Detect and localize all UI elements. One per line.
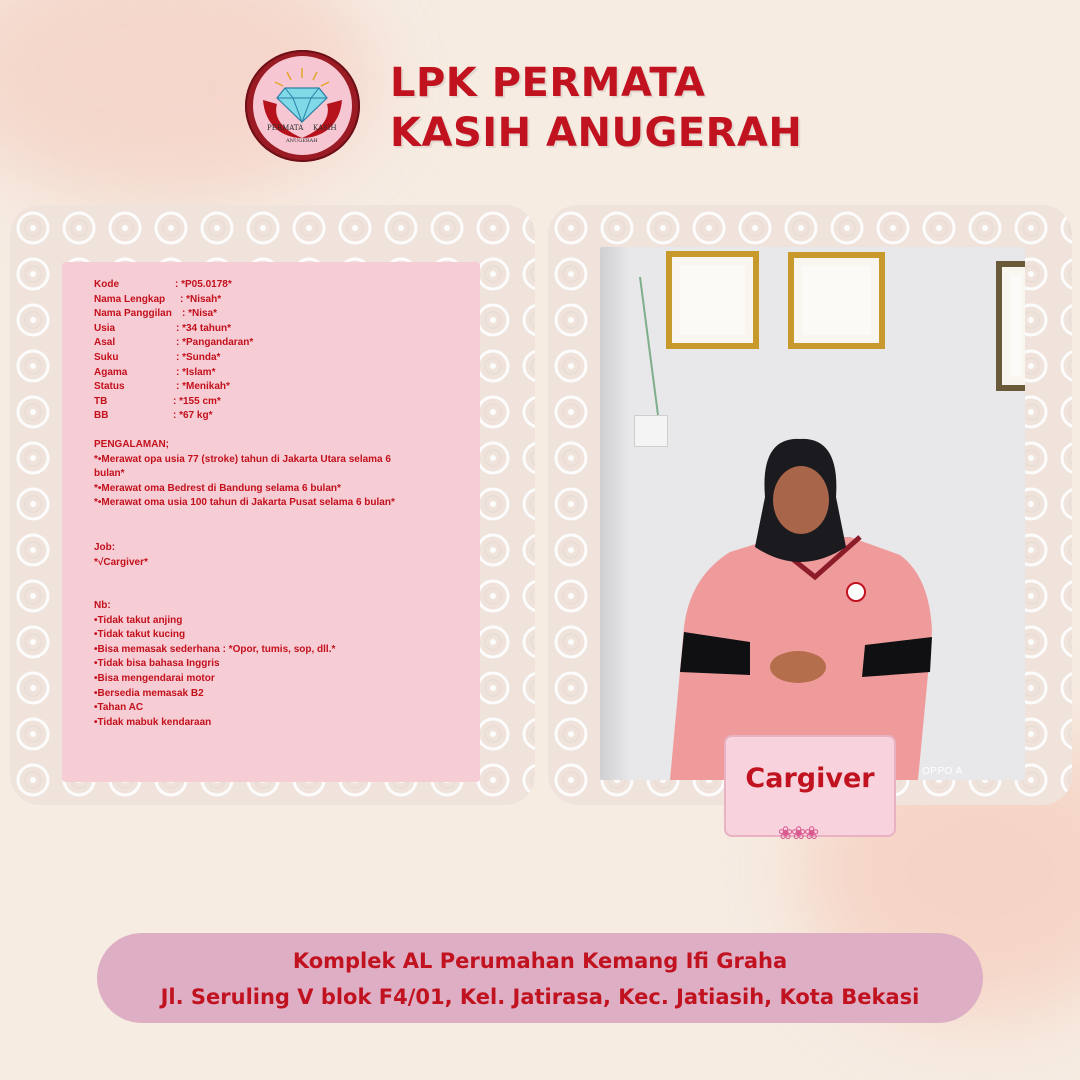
job-value: *√Cargiver* [94,556,148,568]
logo-emblem [253,56,352,155]
role-badge-label: Cargiver [745,763,875,794]
field-value-kode: : *P05.0178* [175,279,232,290]
notes-heading: Nb: [94,600,111,611]
brand-title-line2: KASIH ANUGERAH [390,110,803,156]
profile-panel [62,262,480,782]
note-item: •Tidak takut kucing [94,629,186,641]
address-line-1: Komplek AL Perumahan Kemang Ifi Graha [292,949,788,973]
brand-title [390,58,802,158]
note-item: •Tidak mabuk kendaraan [94,716,212,728]
caregiver-photo [600,247,1025,780]
experience-item: *•Merawat oma usia 100 tahun di Jakarta Pusat selama 6 bulan* [94,497,395,509]
lpk-logo [245,50,360,162]
field-label-nama-panggilan: Nama Panggilan [94,308,172,320]
caregiver-person [600,247,1025,780]
address-bar [97,933,983,1023]
header [245,50,805,165]
note-item: •Bersedia memasak B2 [94,687,204,699]
experience-item: *•Merawat opa usia 77 (stroke) tahun di Jakarta Utara selama 6 [94,453,391,465]
flower-icon: ❀❀❀ [778,823,818,843]
field-label-kode: Kode [94,279,119,290]
job-heading: Job: [94,542,116,553]
experience-item: bulan* [94,468,125,480]
field-value-status: : *Menikah* [176,381,230,393]
field-value-tb: : *155 cm* [173,395,221,407]
note-item: •Tidak bisa bahasa Inggris [94,658,220,670]
note-item: •Bisa memasak sederhana : *Opor, tumis, sop, dll.* [94,643,336,655]
field-label-agama: Agama [94,366,128,378]
logo-text-left: PERMATA [267,124,304,132]
field-value-nama-panggilan: : *Nisa* [182,308,218,320]
experience-item: *•Merawat oma Bedrest di Bandung selama 6 bulan* [94,482,341,494]
note-item: •Tidak takut anjing [94,614,183,626]
field-value-suku: : *Sunda* [176,352,221,363]
field-label-asal: Asal [94,337,116,349]
field-value-asal: : *Pangandaran* [176,337,254,349]
note-item: •Tahan AC [94,702,144,714]
field-label-nama-lengkap: Nama Lengkap [94,293,166,305]
field-value-nama-lengkap: : *Nisah* [180,293,222,305]
experience-heading: PENGALAMAN; [94,439,169,450]
field-label-usia: Usia [94,322,116,334]
logo-text-right: KASIH [313,124,337,132]
field-value-usia: : *34 tahun* [176,322,232,334]
note-item: •Bisa mengendarai motor [94,673,215,684]
field-label-status: Status [94,381,125,393]
field-label-suku: Suku [94,352,119,363]
camera-watermark: OPPO A [922,766,963,777]
field-value-agama: : *Islam* [176,366,216,378]
role-badge [724,735,896,843]
address-line-2: Jl. Seruling V blok F4/01, Kel. Jatirasa, Kec. Jatiasih, Kota Bekasi [160,985,920,1009]
logo-text-bottom: ANUGERAH [286,138,318,144]
field-label-bb: BB [94,410,109,422]
field-label-tb: TB [94,395,108,407]
brand-title-line1: LPK PERMATA [390,60,706,106]
field-value-bb: : *67 kg* [173,410,213,422]
